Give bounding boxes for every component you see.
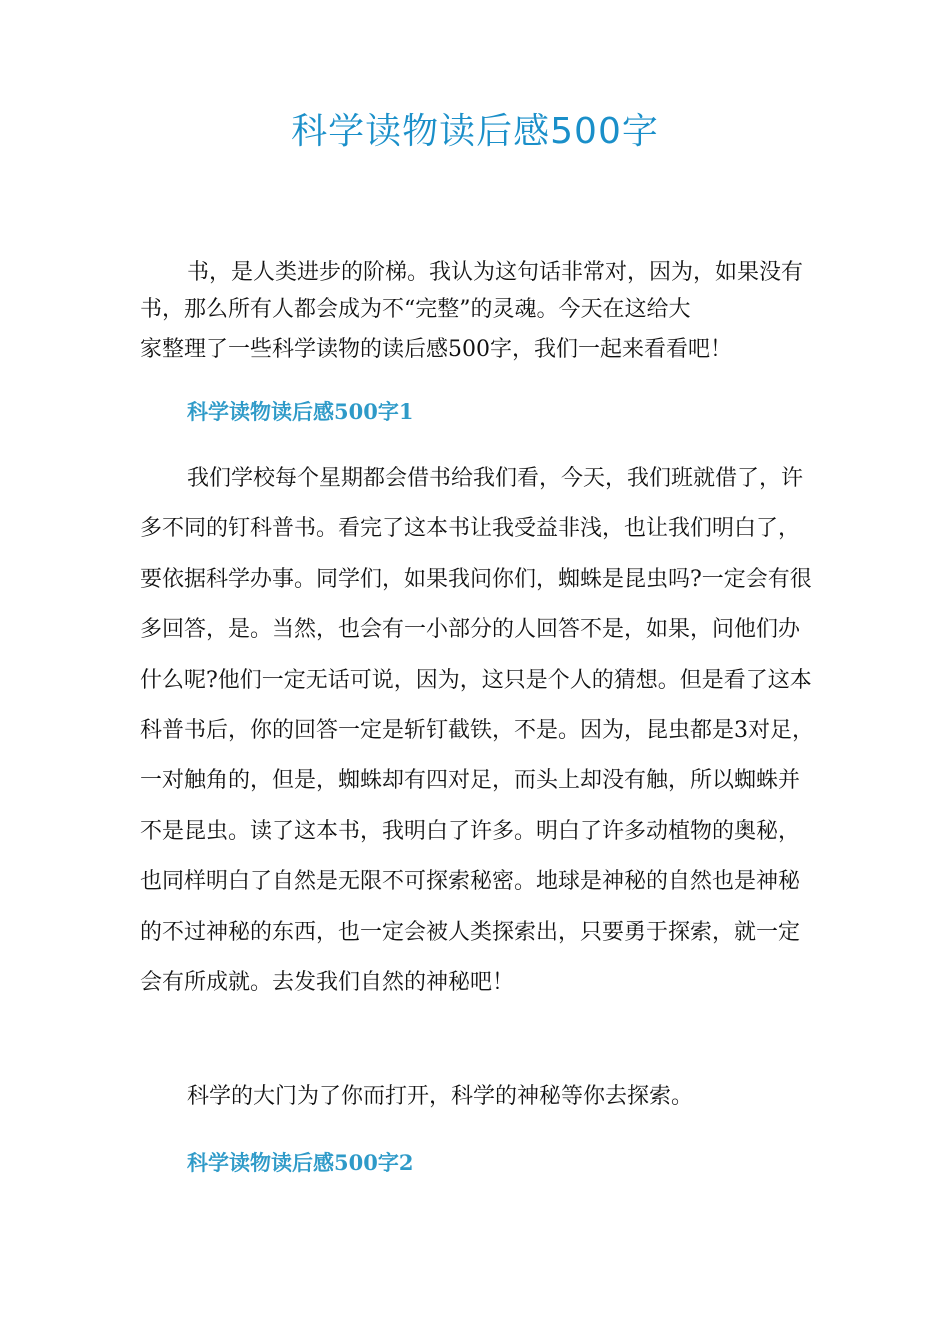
section-1-body-paragraph: 我们学校每个星期都会借书给我们看，今天，我们班就借了，许多不同的钉科普书。看完了这本书让我受益非浅，也让我们明白了，要依据科学办事。同学们，如果我问你们，蜘蛛是昆虫吗?一定会有很多回答，是。当然，也会有一小部分的人回答不是，如果，问他们办什么呢?他们一定无话可说，因为，这只是个人的猜想。但是看了这本科普书后，你的回答一定是斩钉截铁，不是。因为，昆虫都是3对足，一对触角的，但是，蜘蛛却有四对足，而头上却没有触，所以蜘蛛并不是昆虫。读了这本书，我明白了许多。明白了许多动植物的奥秘，也同样明白了自然是无限不可探索秘密。地球是神秘的自然也是神秘的不过神秘的东西，也一定会被人类探索出，只要勇于探索，就一定会有所成就。去发我们自然的神秘吧！ — [140, 466, 814, 996]
section-heading-1: 科学读物读后感500字1 — [187, 399, 414, 424]
document-title: 科学读物读后感500字 — [291, 111, 659, 152]
intro-paragraph: 书，是人类进步的阶梯。我认为这句话非常对，因为，如果没有书，那么所有人都会成为不“完整”的灵魂。今天在这给大 — [140, 260, 804, 322]
intro-paragraph-continued: 家整理了一些科学读物的读后感500字，我们一起来看看吧！ — [140, 337, 732, 362]
section-heading-2: 科学读物读后感500字2 — [187, 1150, 414, 1175]
section-1-closing-paragraph: 科学的大门为了你而打开，科学的神秘等你去探索。 — [187, 1084, 694, 1109]
